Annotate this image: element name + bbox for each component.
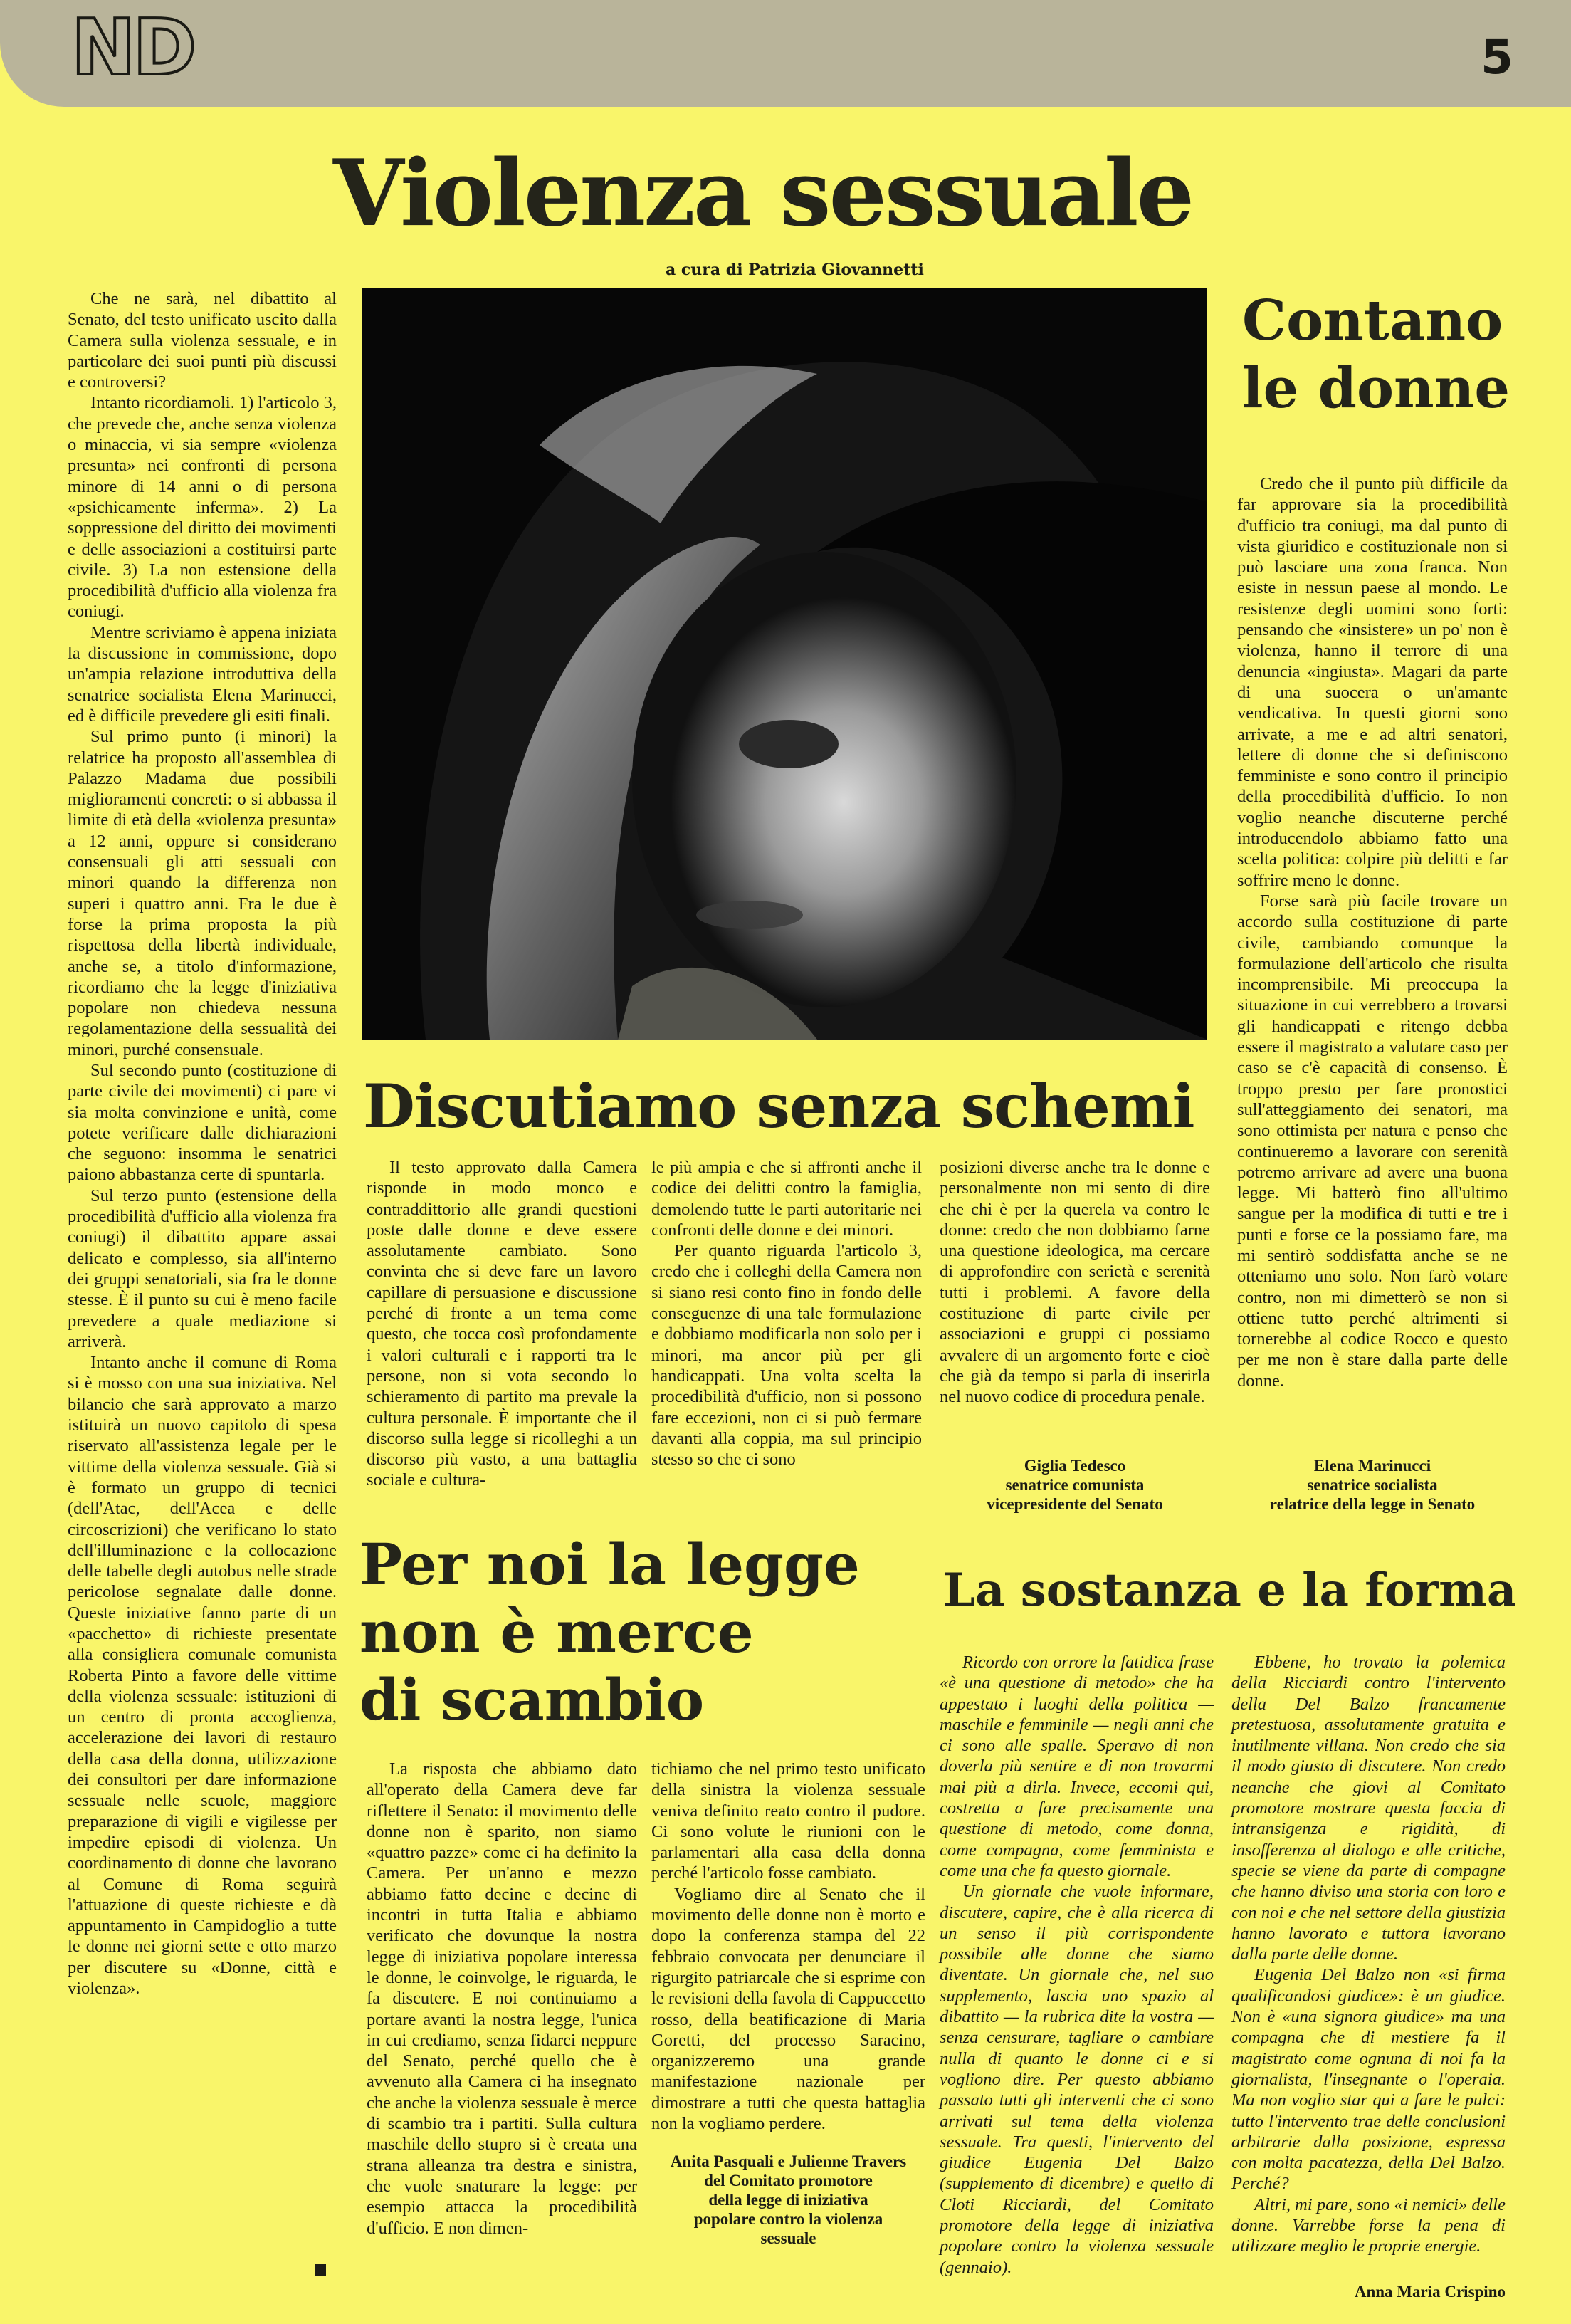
sostanza-paragraph: Ricordo con orrore la fatidica frase «è una questione di metodo» che ha appestato i luoghi della politica — maschile e femminile — negli anni che ci sono alle spalle. Speravo di non doverla più sentire e di non trovarmi mai più a dirla. Invece, eccomi qui, costretta a fare precisamente una questione di metodo, come donna, come compagna, come femminista e come una che fa questo giornale. — [940, 1653, 1214, 1880]
header-band — [0, 0, 1571, 107]
contano-signature — [1237, 1456, 1508, 1514]
intro-paragraph: Sul secondo punto (costituzione di parte civile dei movimenti) ci pare vi sia molta convinzione e unità, come potete verificare dalle dichiarazioni che seguono: insomma le senatrici paiono abbastanza certe di spuntarla. — [68, 1060, 337, 1185]
contano-text — [1237, 473, 1508, 1391]
intro-paragraph: Sul terzo punto (estensione della procedibilità d'ufficio alla violenza fra coniugi) il dibattito appare assai delicato e complesso, sia all'interno dei gruppi senatoriali, sia fra le donne stesse. È il punto su cui è meno facile prevedere a quale mediazione si arriverà. — [68, 1185, 337, 1351]
article-end-mark — [315, 2264, 326, 2276]
discutiamo-paragraph: Per quanto riguarda l'articolo 3, credo che i colleghi della Camera non si siano resi conto fino in fondo delle conseguenze di una tale formulazione e dobbiamo modificarla non solo per i minori, ma ancor più per gli handicappati. Una volta scelta la procedibilità d'ufficio, non si possono fare eccezioni, non ci si può fermare davanti alla coppia, ma sul principio stesso so che ci sono — [651, 1241, 922, 1470]
contano-paragraph: Forse sarà più facile trovare un accordo sulla costituzione di parte civile, cambiando comunque la formulazione dell'articolo che risulta incomprensibile. Mi preoccupa la situazione in cui verrebbero a trovarsi gli handicappati e ritengo debba essere il magistrato a valutare caso per caso se c'è capacità di consenso. È troppo presto per fare pronostici sull'atteggiamento dei senatori, ma sono ottimista per natura e penso che continueremo a lavorare con serenità potremo arrivare ad avere una buona legge. Mi batterò fino all'ultimo sangue per la modifica di tutti e tre i punti e forse ce la possiamo fare, ma mi sentirò soddisfatta anche se ne otteniamo uno solo. Non farò votare contro, non mi dimetterò se non si ottiene tutto perché altrimenti si tornerebbe al codice Rocco e questo per me non è stare dalla parte delle donne. — [1237, 891, 1508, 1391]
signature-role: vicepresidente del Senato — [987, 1495, 1163, 1513]
discutiamo-title: Discutiamo senza schemi — [363, 1071, 1194, 1141]
intro-paragraph: Sul primo punto (i minori) la relatrice ha proposto all'assemblea di Palazzo Madama due possibili miglioramenti concreti: o si abbassa il limite di età della «violenza presunta» a 12 anni, oppure si considerano consensuali gli atti sessuali con minori quando la differenza non superi i quattro anni. Fra le due è forse la prima proposta la più rispettosa della libertà individuale, anche se, a titolo d'informazione, ricordiamo che la legge d'iniziativa popolare non chiedeva nessuna regolamentazione della sessualità dei minori, purché consensuale. — [68, 727, 337, 1059]
per-noi-paragraph: La risposta che abbiamo dato all'operato della Camera deve far riflettere il Senato: il movimento delle donne non è sparito, non siamo «quattro pazze» come ci ha definito la Camera. Per un'anno e mezzo abbiamo fatto decine e decine di incontri in tutta Italia e abbiamo verificato che dovunque la nostra legge di iniziativa popolare interessa le donne, le coinvolge, le riguarda, le fa discutere. E noi continuiamo a portare avanti la nostra legge, l'unica in cui crediamo, senza fidarci neppure del Senato, perché quello che è avvenuto alla Camera ci ha insegnato che anche la violenza sessuale è merce di scambio tra i partiti. Sulla cultura maschile dello stupro si è creata una strana alleanza tra destra e sinistra, che vuole snaturare la legge: per esempio attacca la procedibilità d'ufficio. E non dimen- — [367, 1759, 637, 2238]
sostanza-signature: Anna Maria Crispino — [1354, 2283, 1506, 2301]
sostanza-col1 — [940, 1652, 1214, 2278]
portrait-photo — [362, 288, 1207, 1040]
sostanza-paragraph: Un giornale che vuole informare, discutere, capire, che è alla ricerca di un senso il più corrispondente possibile alle donne che siamo diventate. Un giornale che, nel suo supplemento, lascia uno spazio al dibattito — la rubrica dite la vostra — senza censurare, tagliare o cambiare nulla di quanto le donne ci e si vogliono dire. Per questo abbiamo passato tutti gli interventi che ci sono arrivati sul tema della violenza sessuale. Tra questi, l'intervento del giudice Eugenia Del Balzo (supplemento di dicembre) e quello di Cloti Ricciardi, del Comitato promotore della legge di iniziativa popolare contro la violenza sessuale (gennaio). — [940, 1882, 1214, 2277]
contano-title-line2: le donne — [1242, 356, 1510, 421]
sostanza-col2 — [1231, 1652, 1506, 2257]
signature-name: Elena Marinucci — [1313, 1457, 1431, 1475]
signature-role: popolare contro la violenza — [693, 2210, 883, 2228]
main-title: Violenza sessuale — [333, 140, 1193, 247]
intro-paragraph: Intanto ricordiamoli. 1) l'articolo 3, che prevede che, anche senza violenza o minaccia, vi sia sempre «violenza presunta» nei confronti di persona minore di 14 anni o di persona «psichicamente inferma». 2) La soppressione del diritto dei movimenti e delle associazioni a costituirsi parte civile. 3) La non estensione della procedibilità d'ufficio alla violenza fra coniugi. — [68, 393, 337, 622]
intro-paragraph: Intanto anche il comune di Roma si è mosso con una sua iniziativa. Nel bilancio che sarà approvato a marzo istituirà un nuovo capitolo di spesa riservato all'assistenza legale per le vittime della violenza sessuale. Già si è formato un gruppo di tecnici (dell'Atac, dell'Acea e delle circoscrizioni) che verificano lo stato dell'illuminazione e la collocazione delle tabelle degli autobus nelle strade pericolose segnalate dalle donne. Queste iniziative fanno parte di un «pacchetto» di richieste presentate alla consigliera comunale comunista Roberta Pinto a favore delle vittime della violenza sessuale: istituzioni di un centro di pronta accoglienza, accelerazione dei lavori di restauro della casa della donna, utilizzazione dei consultori per dare informazione sessuale nelle scuole, maggiore preparazione di vigili e vigilesse per impedire episodi di violenza. Un coordinamento di donne che lavorano al Comune di Roma seguirà l'attuazione di queste richieste e dà appuntamento in Campidoglio a tutte le donne nei giorni sette e otto marzo per discutere su «Donne, città e violenza». — [68, 1353, 337, 1999]
sostanza-paragraph: Ebbene, ho trovato la polemica della Ricciardi contro l'intervento della Del Balzo francamente pretestuosa, assolutamente gratuita e inutilmente villana. Non credo che sia il modo giusto di discutere. Non credo neanche che giovi al Comitato promotore mostrare questa faccia di intransigenza e rigidità, di insofferenza al dialogo e alle critiche, specie se viene da parte di compagne che hanno diviso una storia con loro e con noi e che nel settore della giustizia hanno lavorato e tuttora lavorano dalla parte delle donne. — [1231, 1653, 1506, 1964]
signature-role: sessuale — [760, 2229, 816, 2247]
magazine-logo: ND — [71, 4, 194, 93]
signature-name: Anita Pasquali e Julienne Travers — [670, 2152, 907, 2170]
per-noi-title-line1: Per noi la legge — [359, 1531, 860, 1598]
sostanza-paragraph: Eugenia Del Balzo non «si firma qualificandosi giudice»: è un giudice. Non è «una signora giudice» ma una compagna che di mestiere fa il magistrato come ognuna di noi fa la giornalista, l'insegnante o l'operaia. Ma non voglio star qui a fare le pulci: tutto l'intervento trae delle conclusioni arbitrarie dalla posizione, espressa con molta pacatezza, della Del Balzo. Perché? — [1231, 1965, 1506, 2194]
per-noi-col2 — [651, 1759, 925, 2134]
contano-paragraph: Credo che il punto più difficile da far approvare sia la procedibilità d'ufficio tra coniugi, ma dal punto di vista giuridico e costituzionale non si può lasciare una zona franca. Non esiste in nessun paese al mondo. Le resistenze degli uomini sono forti: pensando che «insistere» un po' non è violenza, hanno il terrore di una denuncia «ingiusta». Magari da parte di una suocera o un'amante vendicativa. In questi giorni sono arrivate, a me e ad altri senatori, lettere di donne che si definiscono femministe e sono contro il principio della procedibilità d'ufficio. Io non voglio neanche discuterne perché introducendolo abbiamo fatto una scelta politica: colpire più delitti e far soffrire meno le donne. — [1237, 474, 1508, 890]
per-noi-paragraph: Vogliamo dire al Senato che il movimento delle donne non è morto e dopo la conferenza stampa del 22 febbraio convocata per denunciare il rigurgito patriarcale che si esprime con le revisioni della favola di Cappuccetto rosso, della beatificazione di Maria Goretti, del processo Saracino, organizzeremo una grande manifestazione nazionale per dimostrare a tutti che questa battaglia non la vogliamo perdere. — [651, 1884, 925, 2134]
signature-role: relatrice della legge in Senato — [1269, 1495, 1476, 1513]
intro-column — [68, 288, 337, 1999]
per-noi-col1 — [367, 1759, 637, 2239]
discutiamo-col3 — [940, 1157, 1210, 1408]
signature-role: del Comitato promotore — [704, 2172, 873, 2189]
signature-role: senatrice socialista — [1307, 1476, 1438, 1494]
intro-paragraph: Mentre scriviamo è appena iniziata la discussione in commissione, dopo un'ampia relazione introduttiva della senatrice socialista Elena Marinucci, ed è difficile prevedere gli esiti finali. — [68, 622, 337, 726]
discutiamo-paragraph: posizioni diverse anche tra le donne e personalmente non mi sento di dire che chi è per la querela va contro le donne: credo che non dobbiamo farne una questione ideologica, ma cercare di approfondire con serietà e serenità tutti i problemi. A favore della costituzione di parte civile per associazioni e gruppi ci possiamo avvalere di un argomento forte e cioè che già da tempo si parla di inserirla nel nuovo codice di procedura penale. — [940, 1158, 1210, 1407]
per-noi-signature — [651, 2152, 925, 2248]
discutiamo-paragraph: le più ampia e che si affronti anche il codice dei delitti contro la famiglia, demolendo tutte le parti autoritarie nei confronti delle donne e dei minori. — [651, 1158, 922, 1240]
discutiamo-col2 — [651, 1157, 922, 1470]
discutiamo-paragraph: Il testo approvato dalla Camera risponde in modo monco e contraddittorio alle grandi questioni poste dalle donne e deve essere assolutamente cambiato. Sono convinta che si deve fare un lavoro capillare di persuasione e discussione perché di fronte a un tema come questo, che tocca così profondamente i valori culturali e i rapporti tra le persone, non si vota secondo lo schieramento di partito ma prevale la cultura personale. È importante che il discorso sulla legge si ricolleghi a un discorso più vasto, a una battaglia sociale e cultura- — [367, 1158, 637, 1490]
sostanza-title: La sostanza e la forma — [943, 1564, 1517, 1617]
woman-portrait-image — [362, 288, 1207, 1040]
signature-role: senatrice comunista — [1005, 1476, 1145, 1494]
contano-title-line1: Contano — [1242, 288, 1503, 353]
intro-paragraph: Che ne sarà, nel dibattito al Senato, del testo unificato uscito dalla Camera sulla violenza sessuale, e in particolare dei suoi punti più discussi e controversi? — [68, 289, 337, 392]
discutiamo-col1 — [367, 1157, 637, 1491]
signature-name: Giglia Tedesco — [1024, 1457, 1126, 1475]
page-number: 5 — [1481, 30, 1513, 85]
byline: a cura di Patrizia Giovannetti — [666, 261, 924, 279]
signature-role: della legge di iniziativa — [708, 2191, 868, 2209]
per-noi-paragraph: tichiamo che nel primo testo unificato della sinistra la violenza sessuale veniva definito reato contro il pudore. Ci sono volute le riunioni con le parlamentari alla casa della donna perché l'articolo fosse cambiato. — [651, 1759, 925, 1883]
sostanza-paragraph: Altri, mi pare, sono «i nemici» delle donne. Varrebbe forse la pena di utilizzare meglio le proprie energie. — [1231, 2194, 1506, 2256]
per-noi-title-line2: non è merce — [359, 1598, 754, 1665]
per-noi-title-line3: di scambio — [359, 1666, 705, 1733]
discutiamo-signature — [940, 1456, 1210, 1514]
